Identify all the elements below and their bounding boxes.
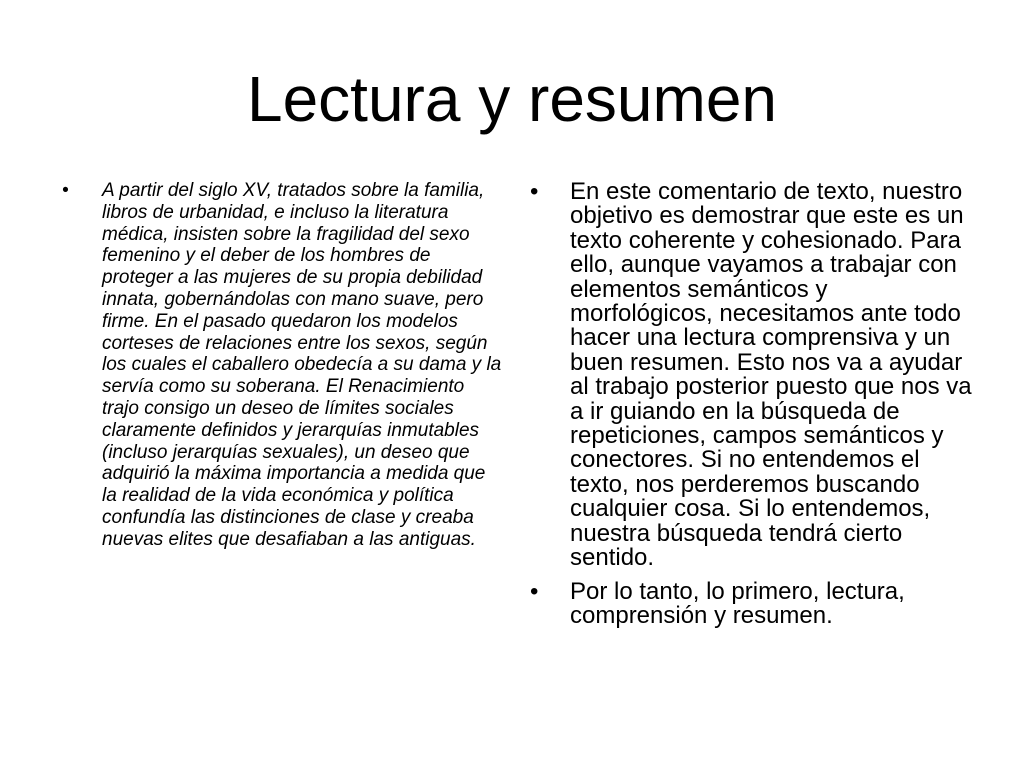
left-bullet-item <box>62 180 502 551</box>
bullet-icon: • <box>530 178 539 205</box>
bullet-icon: • <box>530 577 539 605</box>
right-bullet-item <box>530 577 975 629</box>
right-bullet-text: Por lo tanto, lo primero, lectura, comprensión y resumen. <box>570 577 905 629</box>
slide-title: Lectura y resumen <box>246 63 778 135</box>
right-bullet-text: En este comentario de texto, nuestro objetivo es demostrar que este es un texto coherente y cohesionado. Para ello, aunque vayamos a trabajar con elementos semánticos y morfológicos, necesitamos ante todo hacer una lectura comprensiva y un buen resumen. Esto nos va a ayudar al trabajo posterior puesto que nos va a ir guiando en la búsqueda de repeticiones, campos semánticos y conectores. Si no entendemos el texto, nos perderemos buscando cualquier cosa. Si lo entendemos, nuestra búsqueda tendrá cierto sentido. <box>570 178 972 572</box>
left-bullet-text: A partir del siglo XV, tratados sobre la familia, libros de urbanidad, e incluso la literatura médica, insisten sobre la fragilidad del sexo femenino y el deber de los hombres de proteger a las mujeres de su propia debilidad innata, gobernándolas con mano suave, pero firme. En el pasado quedaron los modelos corteses de relaciones entre los sexos, según los cuales el caballero obedecía a su dama y la servía como su soberana. El Renacimiento trajo consigo un deseo de límites sociales claramente definidos y jerarquías inmutables (incluso jerarquías sexuales), un deseo que adquirió la máxima importancia a medida que la realidad de la vida económica y política confundía las distinciones de clase y creaba nuevas elites que desafiaban a las antiguas. <box>102 180 502 550</box>
right-text-column <box>530 180 975 628</box>
left-text-column <box>62 180 502 551</box>
right-bullet-item <box>530 180 975 571</box>
bullet-icon: • <box>62 180 69 201</box>
